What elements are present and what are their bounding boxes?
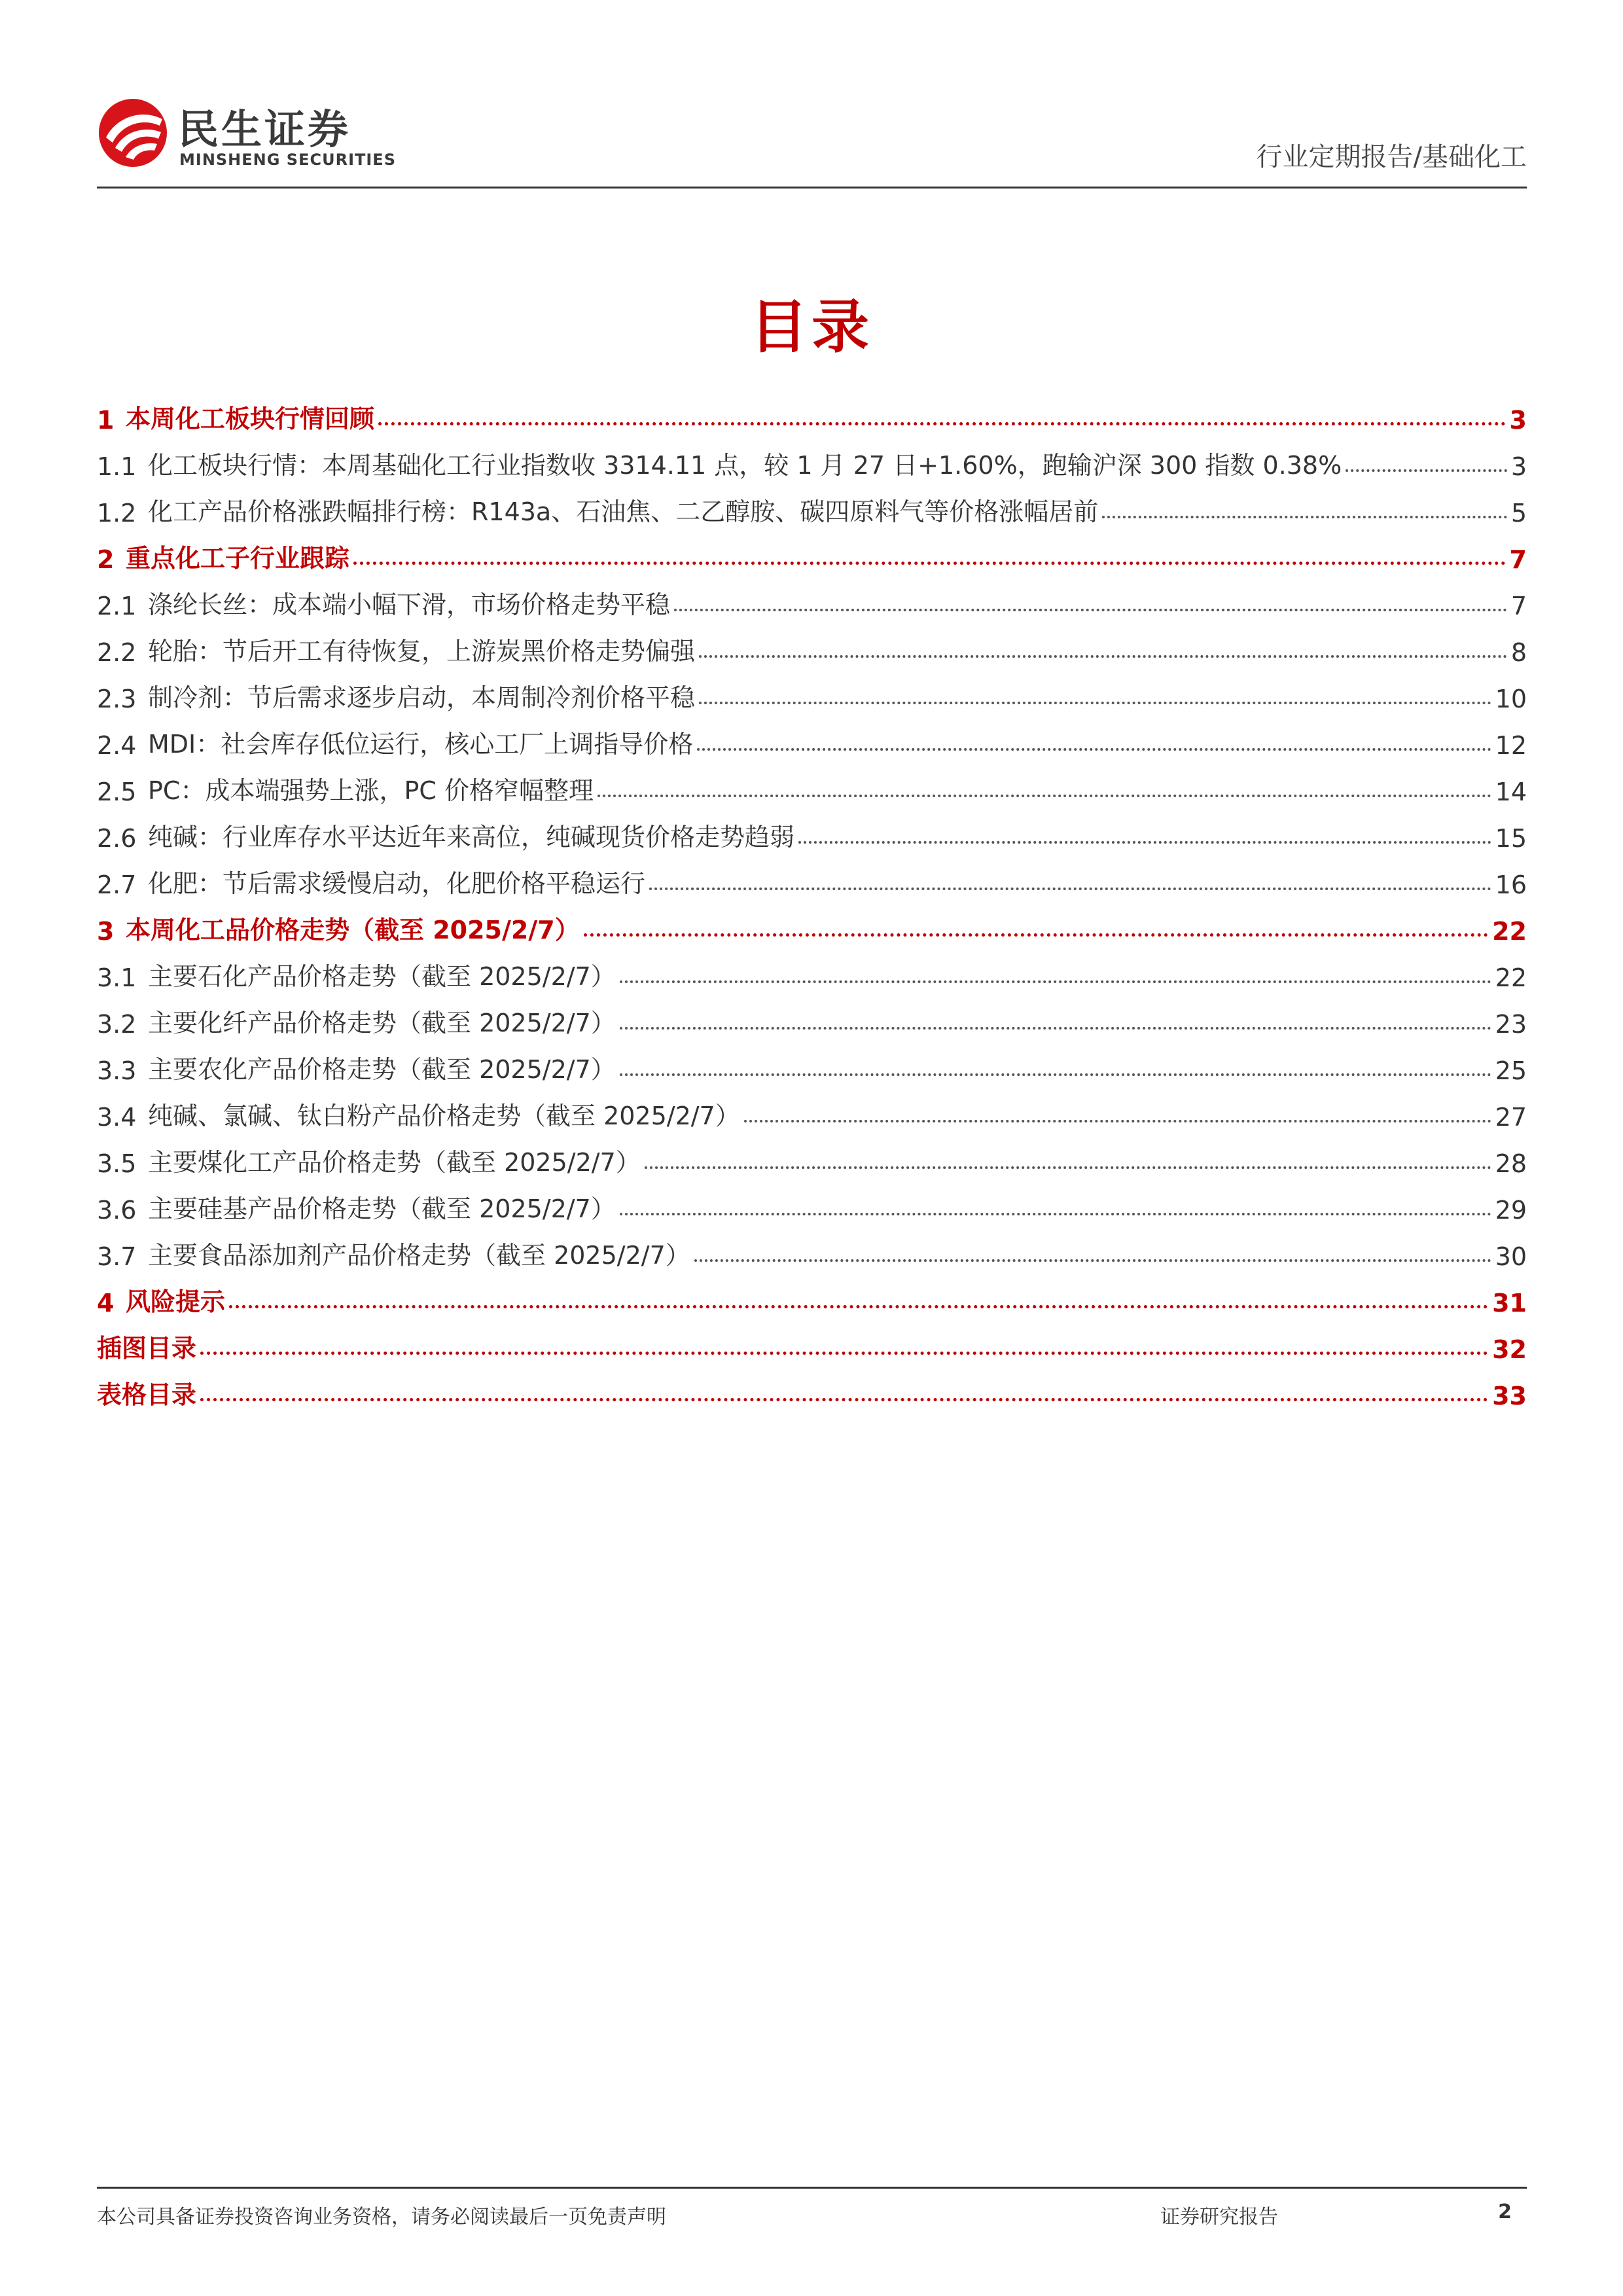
- toc-leader-dots: [229, 1304, 1488, 1308]
- toc-entry-label: 纯碱、氯碱、钛白粉产品价格走势（截至 2025/2/7）: [148, 1102, 740, 1130]
- toc-entry-page: 15: [1495, 824, 1527, 853]
- toc-leader-dots: [694, 1259, 1491, 1262]
- toc-entry-label: 纯碱：行业库存水平达近年来高位，纯碱现货价格走势趋弱: [148, 823, 795, 852]
- logo-chinese-name: 民生证券: [178, 105, 351, 153]
- toc-entry-page: 23: [1495, 1010, 1527, 1039]
- toc-entry-label: 主要农化产品价格走势（截至 2025/2/7）: [148, 1055, 616, 1084]
- toc-leader-dots: [200, 1351, 1488, 1355]
- toc-entry[interactable]: [97, 481, 1527, 528]
- toc-entry-page: 8: [1510, 638, 1527, 667]
- toc-entry-page: 30: [1495, 1242, 1527, 1271]
- toc-entry-label: 化工板块行情：本周基础化工行业指数收 3314.11 点，较 1 月 27 日+1.60%，跑输沪深 300 指数 0.38%: [148, 451, 1342, 480]
- toc-entry-page: 3: [1509, 406, 1527, 435]
- toc-entry-number: 2: [97, 545, 115, 574]
- toc-entry[interactable]: [97, 435, 1527, 481]
- toc-entry-page: 25: [1495, 1056, 1527, 1085]
- toc-entry-number: 2.7: [97, 870, 137, 899]
- toc-entry-page: 14: [1495, 778, 1527, 806]
- toc-entry[interactable]: [97, 1085, 1527, 1132]
- toc-entry-number: 1: [97, 406, 115, 435]
- toc-entry-page: 16: [1495, 870, 1527, 899]
- toc-leader-dots: [597, 794, 1491, 797]
- toc-entry[interactable]: [97, 946, 1527, 992]
- toc-entry-number: 3.7: [97, 1242, 137, 1271]
- toc-leader-dots: [1346, 469, 1507, 472]
- toc-entry-label: 本周化工品价格走势（截至 2025/2/7）: [126, 916, 580, 944]
- toc-entry-number: 2.2: [97, 638, 137, 667]
- toc-leader-dots: [1102, 515, 1507, 518]
- toc-entry-number: 3: [97, 917, 115, 946]
- toc-leader-dots: [378, 422, 1506, 425]
- page-header: [97, 85, 1527, 190]
- toc-entry[interactable]: [97, 528, 1527, 574]
- toc-entry-label: MDI：社会库存低位运行，核心工厂上调指导价格: [148, 730, 694, 759]
- toc-entry[interactable]: [97, 853, 1527, 899]
- toc-entry-number: 1.2: [97, 499, 137, 528]
- toc-entry-page: 22: [1492, 917, 1527, 946]
- toc-entry[interactable]: [97, 1225, 1527, 1271]
- toc-entry-label: 主要煤化工产品价格走势（截至 2025/2/7）: [148, 1148, 641, 1177]
- toc-entry-number: 3.4: [97, 1103, 137, 1132]
- page-number: 2: [1498, 2200, 1512, 2223]
- toc-entry-page: 10: [1495, 685, 1527, 713]
- toc-entry-number: 3.2: [97, 1010, 137, 1039]
- toc-entry[interactable]: [97, 388, 1527, 435]
- toc-entry-label: 主要化纤产品价格走势（截至 2025/2/7）: [148, 1009, 616, 1037]
- toc-entry[interactable]: [97, 760, 1527, 806]
- toc-entry-number: 4: [97, 1289, 115, 1318]
- toc-leader-dots: [699, 655, 1507, 658]
- toc-leader-dots: [645, 1166, 1491, 1169]
- toc-entry-number: 2.6: [97, 824, 137, 853]
- toc-entry-number: 2.1: [97, 592, 137, 620]
- toc-entry-page: 7: [1510, 592, 1527, 620]
- toc-entry-label: 本周化工板块行情回顾: [126, 404, 375, 433]
- toc-entry[interactable]: [97, 1039, 1527, 1085]
- toc-leader-dots: [620, 1026, 1491, 1030]
- toc-entry-page: 3: [1510, 452, 1527, 481]
- toc-entry-label: 风险提示: [126, 1287, 226, 1316]
- toc-entry-page: 28: [1495, 1149, 1527, 1178]
- toc-leader-dots: [744, 1119, 1491, 1122]
- toc-entry-page: 32: [1492, 1335, 1527, 1364]
- toc-entry[interactable]: [97, 899, 1527, 946]
- toc-entry-label: 涤纶长丝：成本端小幅下滑，市场价格走势平稳: [148, 590, 671, 619]
- logo-english-name: MINSHENG SECURITIES: [179, 151, 396, 169]
- toc-leader-dots: [620, 1212, 1491, 1215]
- toc-entry-number: 3.3: [97, 1056, 137, 1085]
- toc-entry[interactable]: [97, 667, 1527, 713]
- minsheng-logo-icon: [97, 97, 169, 169]
- footer-divider: [97, 2187, 1527, 2189]
- toc-leader-dots: [697, 747, 1491, 751]
- toc-entry-label: 插图目录: [97, 1334, 197, 1363]
- toc-entry-label: 轮胎：节后开工有待恢复，上游炭黑价格走势偏强: [148, 637, 696, 666]
- toc-entry-number: 2.5: [97, 778, 137, 806]
- toc-entry[interactable]: [97, 1364, 1527, 1410]
- toc-entry-page: 7: [1509, 545, 1527, 574]
- toc-leader-dots: [798, 840, 1491, 844]
- toc-entry-number: 2.3: [97, 685, 137, 713]
- toc-entry-number: 3.1: [97, 963, 137, 992]
- header-divider: [97, 187, 1527, 188]
- toc-entry[interactable]: [97, 1132, 1527, 1178]
- toc-leader-dots: [353, 561, 1506, 565]
- toc-entry-label: 重点化工子行业跟踪: [126, 544, 350, 573]
- toc-entry-page: 12: [1495, 731, 1527, 760]
- toc-entry-page: 22: [1495, 963, 1527, 992]
- toc-entry-label: 主要硅基产品价格走势（截至 2025/2/7）: [148, 1194, 616, 1223]
- toc-title: 目录: [749, 293, 873, 361]
- toc-entry-page: 31: [1492, 1289, 1527, 1318]
- toc-entry[interactable]: [97, 620, 1527, 667]
- toc-entry-label: 化工产品价格涨跌幅排行榜：R143a、石油焦、二乙醇胺、碳四原料气等价格涨幅居前: [148, 497, 1099, 526]
- toc-leader-dots: [200, 1397, 1488, 1401]
- company-logo: [97, 97, 398, 169]
- toc-entry-page: 5: [1510, 499, 1527, 528]
- toc-entry[interactable]: [97, 1178, 1527, 1225]
- toc-entry[interactable]: [97, 806, 1527, 853]
- toc-entry[interactable]: [97, 574, 1527, 620]
- toc-entry-page: 29: [1495, 1196, 1527, 1225]
- toc-entry-label: 主要食品添加剂产品价格走势（截至 2025/2/7）: [148, 1241, 690, 1270]
- report-type: 行业定期报告/基础化工: [1256, 142, 1527, 172]
- toc-leader-dots: [620, 980, 1491, 983]
- toc-leader-dots: [674, 608, 1507, 611]
- toc-leader-dots: [584, 933, 1488, 937]
- toc-entry-label: 表格目录: [97, 1380, 197, 1409]
- toc-entry-number: 3.5: [97, 1149, 137, 1178]
- toc-entry[interactable]: [97, 1271, 1527, 1318]
- footer-doc-type: 证券研究报告: [1160, 2206, 1278, 2229]
- toc-entry[interactable]: [97, 713, 1527, 760]
- toc-leader-dots: [699, 701, 1491, 704]
- toc-leader-dots: [620, 1073, 1491, 1076]
- toc-entry-label: PC：成本端强势上涨，PC 价格窄幅整理: [148, 776, 594, 805]
- toc-entry-label: 制冷剂：节后需求逐步启动，本周制冷剂价格平稳: [148, 683, 696, 712]
- toc-entry-label: 化肥：节后需求缓慢启动，化肥价格平稳运行: [148, 869, 646, 898]
- toc-entry-number: 1.1: [97, 452, 137, 481]
- footer-disclaimer: 本公司具备证券投资咨询业务资格，请务必阅读最后一页免责声明: [97, 2206, 666, 2229]
- toc-entry-page: 27: [1495, 1103, 1527, 1132]
- toc-entry-page: 33: [1492, 1382, 1527, 1410]
- toc-entry-label: 主要石化产品价格走势（截至 2025/2/7）: [148, 962, 616, 991]
- table-of-contents: [97, 388, 1527, 1410]
- toc-entry[interactable]: [97, 1318, 1527, 1364]
- toc-entry-number: 3.6: [97, 1196, 137, 1225]
- toc-leader-dots: [649, 887, 1491, 890]
- toc-entry-number: 2.4: [97, 731, 137, 760]
- toc-entry[interactable]: [97, 992, 1527, 1039]
